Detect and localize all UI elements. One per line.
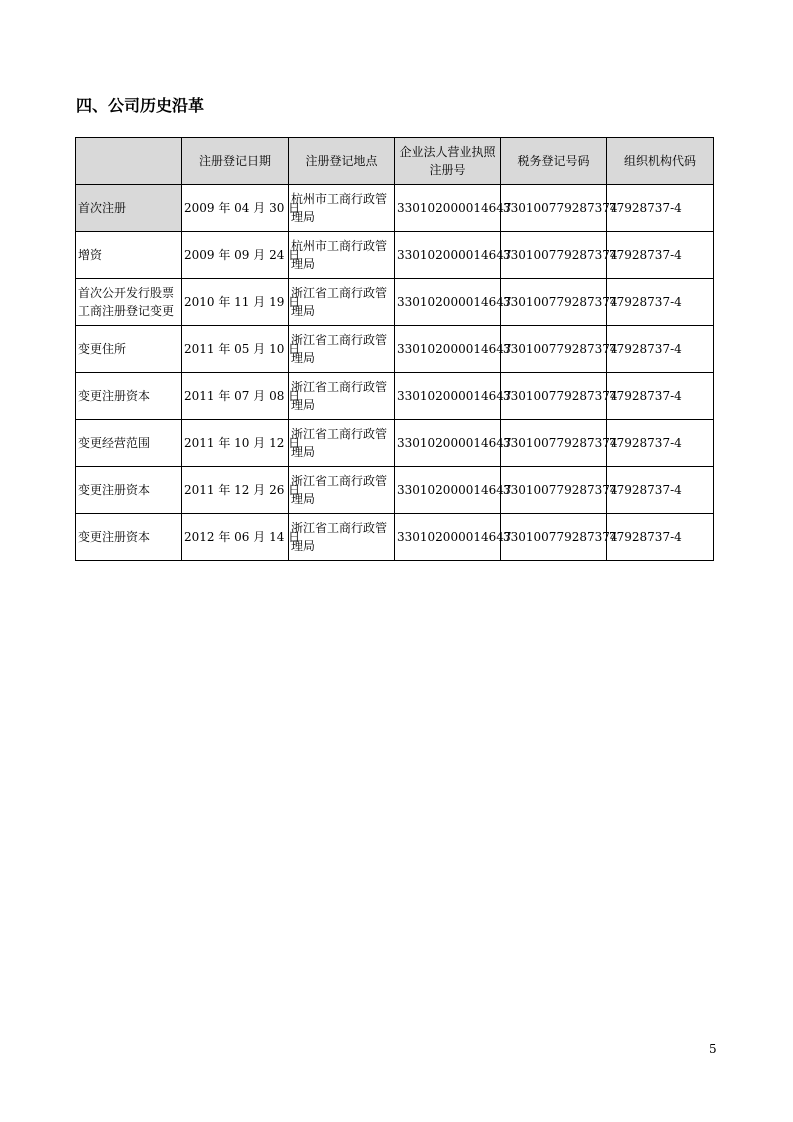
license-no-cell: 330102000014647 <box>395 185 501 232</box>
header-cell-date: 注册登记日期 <box>182 138 289 185</box>
license-no-cell: 330102000014647 <box>395 373 501 420</box>
org-code-cell: 77928737-4 <box>607 326 714 373</box>
event-cell: 变更注册资本 <box>76 373 182 420</box>
table-header-row <box>76 138 714 185</box>
org-code-cell: 77928737-4 <box>607 373 714 420</box>
place-cell: 浙江省工商行政管理局 <box>289 279 395 326</box>
org-code-cell: 77928737-4 <box>607 420 714 467</box>
date-cell: 2011 年 12 月 26 日 <box>182 467 289 514</box>
table-row <box>76 514 714 561</box>
tax-no-cell: 330100779287374 <box>501 185 607 232</box>
table-row <box>76 420 714 467</box>
page-number: 5 <box>709 1042 717 1056</box>
header-cell-event <box>76 138 182 185</box>
date-cell: 2012 年 06 月 14 日 <box>182 514 289 561</box>
license-no-cell: 330102000014647 <box>395 279 501 326</box>
date-cell: 2009 年 04 月 30 日 <box>182 185 289 232</box>
company-history-table <box>75 137 714 561</box>
place-cell: 杭州市工商行政管理局 <box>289 185 395 232</box>
place-cell: 浙江省工商行政管理局 <box>289 373 395 420</box>
date-cell: 2011 年 07 月 08 日 <box>182 373 289 420</box>
table-row <box>76 373 714 420</box>
date-cell: 2011 年 10 月 12 日 <box>182 420 289 467</box>
header-cell-place: 注册登记地点 <box>289 138 395 185</box>
tax-no-cell: 330100779287374 <box>501 420 607 467</box>
org-code-cell: 77928737-4 <box>607 514 714 561</box>
org-code-cell: 77928737-4 <box>607 279 714 326</box>
tax-no-cell: 330100779287374 <box>501 279 607 326</box>
place-cell: 浙江省工商行政管理局 <box>289 420 395 467</box>
table-row <box>76 467 714 514</box>
header-cell-org-code: 组织机构代码 <box>607 138 714 185</box>
section-title: 四、公司历史沿革 <box>76 96 205 115</box>
table-row <box>76 279 714 326</box>
header-cell-tax-no: 税务登记号码 <box>501 138 607 185</box>
license-no-cell: 330102000014647 <box>395 420 501 467</box>
table-row <box>76 185 714 232</box>
event-cell: 首次公开发行股票工商注册登记变更 <box>76 279 182 326</box>
event-cell: 首次注册 <box>76 185 182 232</box>
event-cell: 变更注册资本 <box>76 514 182 561</box>
table-row <box>76 232 714 279</box>
tax-no-cell: 330100779287374 <box>501 232 607 279</box>
place-cell: 浙江省工商行政管理局 <box>289 514 395 561</box>
place-cell: 杭州市工商行政管理局 <box>289 232 395 279</box>
license-no-cell: 330102000014647 <box>395 326 501 373</box>
header-cell-license-no: 企业法人营业执照注册号 <box>395 138 501 185</box>
event-cell: 变更注册资本 <box>76 467 182 514</box>
place-cell: 浙江省工商行政管理局 <box>289 326 395 373</box>
org-code-cell: 77928737-4 <box>607 232 714 279</box>
event-cell: 变更经营范围 <box>76 420 182 467</box>
tax-no-cell: 330100779287374 <box>501 514 607 561</box>
tax-no-cell: 330100779287374 <box>501 467 607 514</box>
place-cell: 浙江省工商行政管理局 <box>289 467 395 514</box>
license-no-cell: 330102000014647 <box>395 232 501 279</box>
license-no-cell: 330102000014647 <box>395 467 501 514</box>
org-code-cell: 77928737-4 <box>607 467 714 514</box>
date-cell: 2010 年 11 月 19 日 <box>182 279 289 326</box>
org-code-cell: 77928737-4 <box>607 185 714 232</box>
event-cell: 增资 <box>76 232 182 279</box>
license-no-cell: 330102000014647 <box>395 514 501 561</box>
event-cell: 变更住所 <box>76 326 182 373</box>
date-cell: 2011 年 05 月 10 日 <box>182 326 289 373</box>
tax-no-cell: 330100779287374 <box>501 373 607 420</box>
tax-no-cell: 330100779287374 <box>501 326 607 373</box>
table-row <box>76 326 714 373</box>
date-cell: 2009 年 09 月 24 日 <box>182 232 289 279</box>
